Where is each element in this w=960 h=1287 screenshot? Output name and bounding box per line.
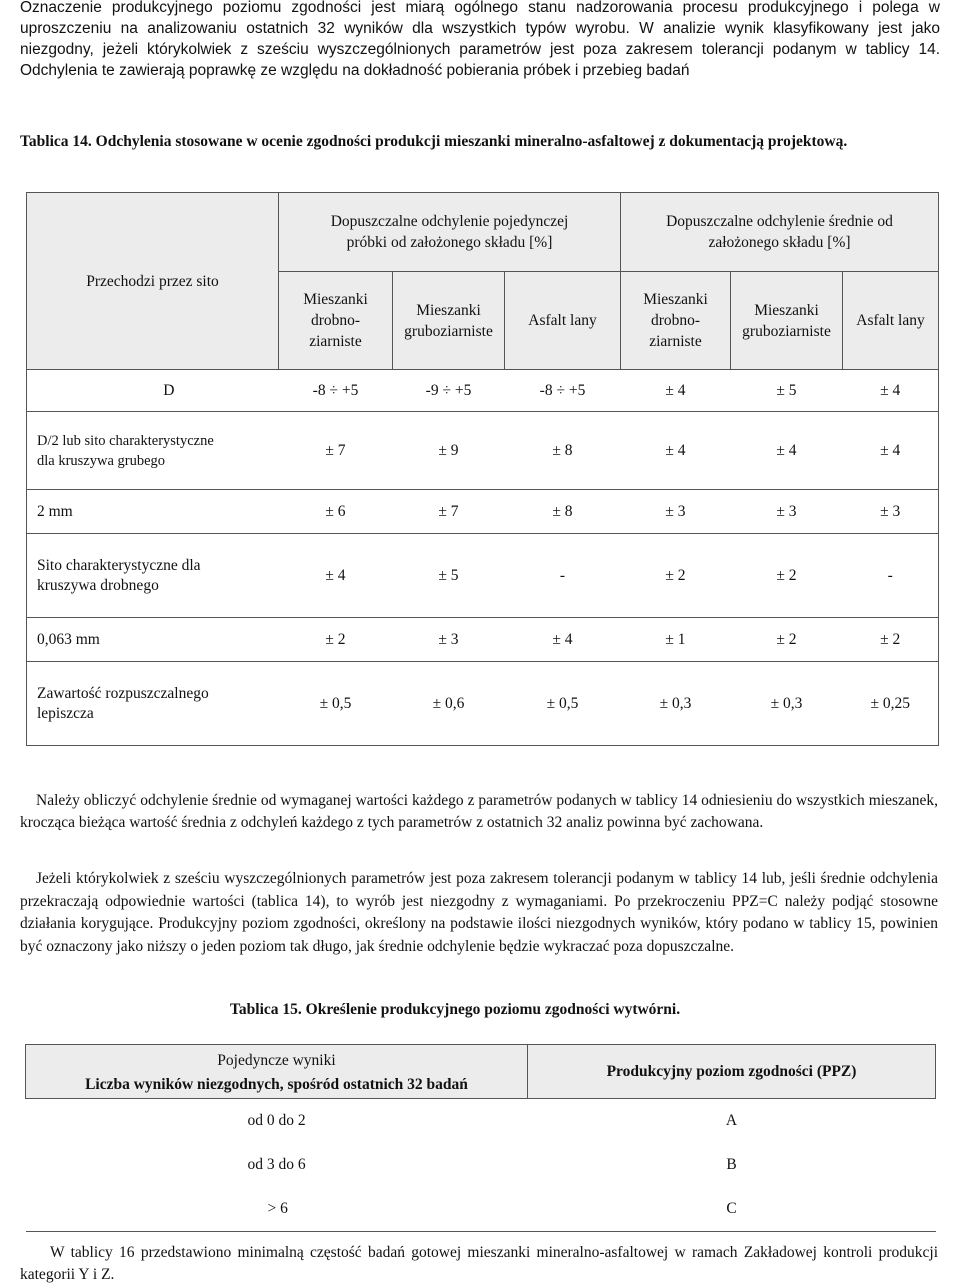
paragraph-2: Należy obliczyć odchylenie średnie od wymaganej wartości każdego z parametrów podanych w tablicy 14 odniesieniu do wszystkich mieszanek, krocząca bieżąca wartość średnia z odchyleń każdego z tych parametrów z ostatnich 32 analiz powinna być zachowana.: [20, 792, 938, 831]
cell: -9 ÷ +5: [393, 370, 505, 412]
level-cell: A: [725, 1112, 738, 1129]
closing-paragraph: W tablicy 16 przedstawiono minimalną częstość badań gotowej mieszanki mineralno-asfaltowej w ramach Zakładowej kontroli produkcji kategorii Y i Z.: [20, 1244, 938, 1283]
cell: ± 0,25: [843, 662, 939, 746]
cell: ± 0,3: [731, 662, 843, 746]
row-label-text: Zawartość rozpuszczalnego lepiszcza: [37, 684, 209, 722]
cell: ± 2: [731, 618, 843, 662]
cell: ± 5: [393, 534, 505, 618]
cell: ± 4: [731, 412, 843, 490]
cell: ± 2: [843, 618, 939, 662]
cell: ± 4: [621, 412, 731, 490]
header-sub: Mieszanki drobno-ziarniste: [279, 272, 393, 370]
header-sieve: Przechodzi przez sito: [27, 193, 279, 370]
range-cell: od 0 do 2: [247, 1112, 306, 1129]
cell: ± 2: [621, 534, 731, 618]
cell: ± 3: [621, 490, 731, 534]
header-results-line1: Pojedyncze wyniki: [217, 1052, 336, 1069]
table-row: [27, 618, 939, 662]
cell: -8 ÷ +5: [505, 370, 621, 412]
cell: ± 0,5: [279, 662, 393, 746]
level-cell: B: [726, 1156, 737, 1173]
table14-caption: Tablica 14. Odchylenia stosowane w ocenie zgodności produkcji mieszanki mineralno-asfaltowej z dokumentacją projektową.: [20, 133, 848, 150]
table-row: [26, 1187, 936, 1232]
range-cell: od 3 do 6: [247, 1156, 306, 1173]
header-sub: Mieszanki drobno-ziarniste: [621, 272, 731, 370]
cell: ± 4: [279, 534, 393, 618]
row-label: [27, 534, 279, 618]
row-label: D: [27, 370, 279, 412]
cell: ± 4: [621, 370, 731, 412]
cell: ± 9: [393, 412, 505, 490]
paragraph-3: Jeżeli którykolwiek z sześciu wyszczególnionych parametrów jest poza zakresem tolerancji podanym w tablicy 14 lub, jeśli średnie odchylenia przekraczają odpowiednie wartości (tablica 14), to wyrób jest niezgodny z wymaganiami. Po przekroczeniu PPZ=C należy podjąć stosowne działania korygujące. Produkcyjny poziom zgodności, określony na podstawie ilości niezgodnych wyników, który podano w tablicy 15, powinien być oznaczony jako niższy o jeden poziom tak długo, jak średnie odchylenie będzie wykraczać poza dopuszczalne.: [20, 870, 938, 955]
cell: ± 4: [843, 370, 939, 412]
cell: ± 3: [731, 490, 843, 534]
table-row: [27, 490, 939, 534]
range-cell: > 6: [26, 1187, 528, 1232]
header-average: Dopuszczalne odchylenie średnie od założonego składu [%]: [621, 193, 939, 272]
table-15: [25, 1044, 936, 1232]
cell: ± 4: [505, 618, 621, 662]
table-row: [27, 370, 939, 412]
header-single-sample: Dopuszczalne odchylenie pojedynczej próbki od założonego składu [%]: [279, 193, 621, 272]
header-ppz: Produkcyjny poziom zgodności (PPZ): [528, 1045, 936, 1099]
table15-caption: Tablica 15. Określenie produkcyjnego poziomu zgodności wytwórni.: [230, 1001, 681, 1018]
row-label: [27, 662, 279, 746]
cell: ± 8: [505, 490, 621, 534]
cell: ± 4: [843, 412, 939, 490]
header-results: [26, 1045, 528, 1099]
table-row: [26, 1143, 936, 1187]
cell: ± 1: [621, 618, 731, 662]
cell: ± 0,3: [621, 662, 731, 746]
row-label: 0,063 mm: [27, 618, 279, 662]
header-sub: Mieszanki gruboziarniste: [393, 272, 505, 370]
cell: ± 0,5: [505, 662, 621, 746]
row-label-text: D/2 lub sito charakterystyczne dla kruszywa grubego: [37, 432, 214, 469]
table-row: [27, 534, 939, 618]
cell: ± 7: [279, 412, 393, 490]
table-14: [26, 192, 939, 746]
table-row: [26, 1099, 936, 1144]
row-label: [27, 412, 279, 490]
header-sub: Mieszanki gruboziarniste: [731, 272, 843, 370]
row-label: 2 mm: [27, 490, 279, 534]
header-results-line2: Liczba wyników niezgodnych, spośród ostatnich 32 badań: [85, 1076, 468, 1093]
cell: -: [505, 534, 621, 618]
cell: ± 2: [731, 534, 843, 618]
cell: -8 ÷ +5: [279, 370, 393, 412]
cell: ± 6: [279, 490, 393, 534]
level-cell: C: [528, 1187, 936, 1232]
cell: ± 5: [731, 370, 843, 412]
table-row: [27, 662, 939, 746]
cell: ± 3: [843, 490, 939, 534]
intro-paragraph: Oznaczenie produkcyjnego poziomu zgodności jest miarą ogólnego stanu nadzorowania procesu produkcyjnego i polega w uproszczeniu na analizowaniu ostatnich 32 wyników dla wszystkich typów wyrobu. W analizie wynik klasyfikowany jest jako niezgodny, jeżeli którykolwiek z sześciu wyszczególnionych parametrów jest poza zakresem tolerancji podanym w tablicy 14. Odchylenia te zawierają poprawkę ze względu na dokładność pobierania próbek i przebieg badań: [20, 0, 940, 79]
table-row: [27, 412, 939, 490]
cell: ± 8: [505, 412, 621, 490]
cell: ± 3: [393, 618, 505, 662]
header-sub: Asfalt lany: [843, 272, 939, 370]
row-label-text: Sito charakterystyczne dla kruszywa drobnego: [37, 556, 201, 594]
cell: ± 2: [279, 618, 393, 662]
cell: ± 0,6: [393, 662, 505, 746]
cell: ± 7: [393, 490, 505, 534]
cell: -: [843, 534, 939, 618]
header-sub: Asfalt lany: [505, 272, 621, 370]
